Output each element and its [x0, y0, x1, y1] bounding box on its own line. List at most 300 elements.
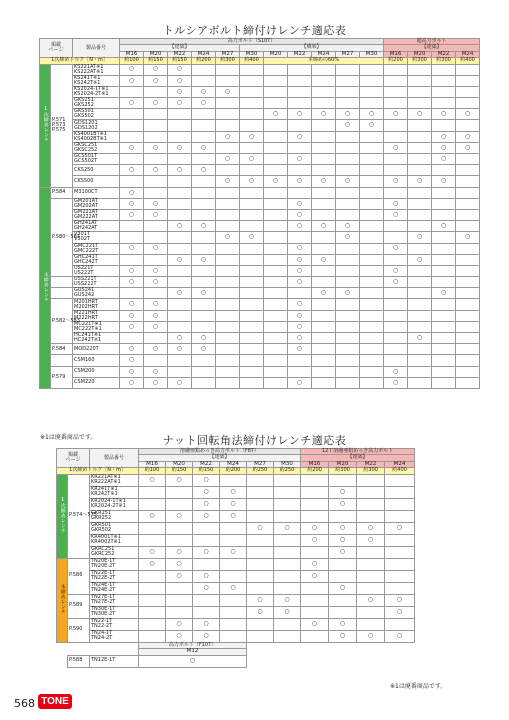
fit-mark — [336, 75, 360, 86]
torque-value: 約200 — [301, 468, 329, 474]
fit-mark: ○ — [120, 344, 144, 355]
fit-mark: ○ — [144, 310, 168, 321]
model-number: GHC241T GHC242T — [73, 254, 120, 265]
fit-mark — [456, 243, 480, 254]
fit-mark — [216, 221, 240, 232]
fit-mark: ○ — [192, 142, 216, 153]
size-header: M20 — [408, 51, 432, 58]
fit-mark — [220, 474, 247, 486]
fit-mark: ○ — [329, 546, 357, 558]
fit-mark — [385, 486, 415, 498]
fit-mark: ○ — [384, 209, 408, 220]
fit-mark — [264, 344, 288, 355]
fit-mark — [240, 310, 264, 321]
fit-mark — [456, 366, 480, 377]
fit-mark — [456, 265, 480, 276]
fit-mark — [384, 131, 408, 142]
fit-mark — [288, 64, 312, 75]
fit-mark — [432, 86, 456, 97]
fit-mark: ○ — [144, 98, 168, 109]
table-row — [40, 221, 480, 232]
fit-mark — [329, 594, 357, 606]
fit-mark — [456, 154, 480, 165]
table-row — [40, 265, 480, 276]
table-row — [40, 355, 480, 366]
fit-mark — [456, 355, 480, 366]
fit-mark — [336, 355, 360, 366]
category-first-tightening — [57, 474, 68, 558]
fit-mark — [312, 344, 336, 355]
fit-mark: ○ — [193, 630, 220, 642]
size-header: M27 — [336, 51, 360, 58]
fit-mark — [456, 187, 480, 198]
model-number: USS221T USS222T — [73, 277, 120, 288]
fit-mark: ○ — [456, 131, 480, 142]
fit-mark: ○ — [336, 176, 360, 187]
page-ref: P.580〜581 — [51, 198, 73, 276]
fit-mark — [384, 154, 408, 165]
fit-mark — [312, 75, 336, 86]
nut-rotation-wrench-table — [56, 448, 415, 668]
size-header: M22 — [193, 461, 220, 468]
fit-mark — [192, 154, 216, 165]
fit-mark — [264, 154, 288, 165]
fit-mark — [216, 254, 240, 265]
fit-mark: ○ — [312, 221, 336, 232]
fit-mark — [336, 377, 360, 388]
fit-mark: ○ — [120, 265, 144, 276]
fit-mark — [432, 377, 456, 388]
fit-mark: ○ — [301, 618, 329, 630]
fit-mark — [301, 486, 329, 498]
torque-value: 約200 — [192, 58, 216, 64]
fit-mark: ○ — [329, 522, 357, 534]
fit-mark — [336, 254, 360, 265]
fit-mark — [274, 582, 301, 594]
fit-mark — [301, 546, 329, 558]
fit-mark: ○ — [288, 299, 312, 310]
table-row — [40, 232, 480, 243]
model-number: GKSC251 GKSC252 — [73, 142, 120, 153]
fit-mark: ○ — [120, 243, 144, 254]
fit-mark — [216, 64, 240, 75]
torque-value: 約200 — [384, 58, 408, 64]
fit-mark — [408, 321, 432, 332]
fit-mark — [432, 232, 456, 243]
fit-mark — [168, 120, 192, 131]
fit-mark — [385, 546, 415, 558]
fit-mark: ○ — [193, 570, 220, 582]
fit-mark: ○ — [139, 558, 166, 570]
fit-mark — [408, 288, 432, 299]
header-page: 掲載 ページ — [57, 449, 90, 468]
size-header: M22 — [288, 51, 312, 58]
fit-mark — [240, 377, 264, 388]
fit-mark: ○ — [312, 109, 336, 120]
fit-mark — [120, 288, 144, 299]
fit-mark — [240, 355, 264, 366]
table-row — [40, 277, 480, 288]
fit-mark — [216, 120, 240, 131]
fit-mark: ○ — [166, 510, 193, 522]
fit-mark — [220, 522, 247, 534]
size-header: M20 — [144, 51, 168, 58]
fit-mark: ○ — [144, 321, 168, 332]
fit-mark — [301, 606, 329, 618]
fit-mark — [139, 606, 166, 618]
fit-mark — [240, 321, 264, 332]
fit-mark — [220, 558, 247, 570]
fit-mark — [288, 355, 312, 366]
fit-mark: ○ — [144, 75, 168, 86]
table1-title: トルシアボルト締付けレンチ適応表 — [162, 24, 347, 37]
table-row — [57, 522, 415, 534]
fit-mark — [360, 198, 384, 209]
fit-mark — [288, 98, 312, 109]
fit-mark — [139, 594, 166, 606]
torque-value: 約100 — [120, 58, 144, 64]
fit-mark — [192, 64, 216, 75]
fit-mark: ○ — [120, 198, 144, 209]
fit-mark: ○ — [357, 522, 385, 534]
fit-mark — [247, 618, 274, 630]
fit-mark: ○ — [144, 277, 168, 288]
fit-mark — [312, 333, 336, 344]
torque-value: 約300 — [329, 468, 357, 474]
fit-mark: ○ — [144, 299, 168, 310]
fit-mark — [432, 299, 456, 310]
page-ref: P.584 — [51, 344, 73, 355]
fit-mark — [240, 109, 264, 120]
fit-mark: ○ — [432, 131, 456, 142]
fit-mark — [384, 288, 408, 299]
torque-value: 約400 — [456, 58, 480, 64]
fit-mark — [432, 98, 456, 109]
fit-mark: ○ — [432, 142, 456, 153]
fit-mark — [360, 277, 384, 288]
fit-mark — [139, 498, 166, 510]
fit-mark — [408, 64, 432, 75]
fit-mark — [216, 75, 240, 86]
fit-mark: ○ — [288, 221, 312, 232]
fit-mark — [432, 243, 456, 254]
fit-mark — [384, 64, 408, 75]
torque-value: 本締めの60% — [264, 58, 384, 64]
fit-mark — [288, 288, 312, 299]
fit-mark — [360, 75, 384, 86]
fit-mark — [274, 486, 301, 498]
fit-mark — [456, 86, 480, 97]
fit-mark — [216, 355, 240, 366]
fit-mark — [357, 510, 385, 522]
fit-mark — [274, 510, 301, 522]
fit-mark — [192, 209, 216, 220]
fit-mark — [240, 187, 264, 198]
fit-mark — [357, 618, 385, 630]
model-number: KR4001T※1 KR4002T※1 — [90, 534, 139, 546]
fit-mark: ○ — [408, 232, 432, 243]
fit-mark: ○ — [192, 165, 216, 176]
fit-mark: ○ — [168, 377, 192, 388]
fit-mark — [312, 64, 336, 75]
fit-mark — [168, 355, 192, 366]
fit-mark — [288, 86, 312, 97]
model-number: MOD220T — [73, 344, 120, 355]
fit-mark — [329, 606, 357, 618]
fit-mark — [456, 209, 480, 220]
fit-mark: ○ — [357, 630, 385, 642]
fit-mark: ○ — [384, 176, 408, 187]
fit-mark — [274, 630, 301, 642]
fit-mark — [312, 366, 336, 377]
torque-value: 約300 — [432, 58, 456, 64]
fit-mark — [247, 630, 274, 642]
fit-mark: ○ — [312, 288, 336, 299]
fit-mark — [384, 344, 408, 355]
fit-mark: ○ — [408, 109, 432, 120]
fit-mark: ○ — [144, 265, 168, 276]
table-row — [57, 534, 415, 546]
fit-mark — [301, 582, 329, 594]
fit-mark — [408, 154, 432, 165]
fit-mark — [312, 98, 336, 109]
fit-mark — [192, 131, 216, 142]
fit-mark — [408, 221, 432, 232]
fit-mark: ○ — [384, 198, 408, 209]
special-group: 高力ボルト（F10T） — [139, 642, 247, 648]
fit-mark — [384, 232, 408, 243]
fit-mark — [264, 366, 288, 377]
fit-mark: ○ — [192, 344, 216, 355]
fit-mark — [360, 209, 384, 220]
fit-mark — [139, 582, 166, 594]
fit-mark — [336, 366, 360, 377]
page-ref: P.589 — [68, 594, 90, 618]
fit-mark: ○ — [192, 86, 216, 97]
fit-mark — [192, 377, 216, 388]
fit-mark: ○ — [432, 109, 456, 120]
fit-mark — [408, 142, 432, 153]
fit-mark: ○ — [288, 377, 312, 388]
table-row — [57, 630, 415, 642]
fit-mark — [288, 75, 312, 86]
fit-mark — [312, 277, 336, 288]
fit-mark — [193, 522, 220, 534]
fit-mark — [456, 377, 480, 388]
fit-mark — [360, 187, 384, 198]
fit-mark: ○ — [168, 333, 192, 344]
fit-mark — [408, 277, 432, 288]
model-number: GKR251 GKR252 — [90, 510, 139, 522]
torque-value: 約300 — [216, 58, 240, 64]
group-12t: 12Ｔ溶融亜鉛めっき高力ボルト — [301, 449, 415, 455]
fit-mark: ○ — [336, 232, 360, 243]
table-row — [57, 594, 415, 606]
fit-mark — [408, 187, 432, 198]
fit-mark — [360, 333, 384, 344]
fit-mark — [193, 534, 220, 546]
table-row — [40, 299, 480, 310]
fit-mark — [168, 310, 192, 321]
fit-mark — [357, 474, 385, 486]
fit-mark — [247, 534, 274, 546]
fit-mark — [240, 254, 264, 265]
fit-mark: ○ — [220, 582, 247, 594]
category-label: 本締めレンチ — [59, 583, 66, 614]
fit-mark — [274, 498, 301, 510]
fit-mark — [216, 333, 240, 344]
fit-mark: ○ — [168, 165, 192, 176]
table-row — [57, 570, 415, 582]
fit-mark — [312, 198, 336, 209]
fit-mark — [247, 546, 274, 558]
model-number: CKS250 — [73, 165, 120, 176]
fit-mark: ○ — [168, 344, 192, 355]
page-ref: P.582〜583 — [51, 299, 73, 344]
model-number: GUS241 GUS242 — [73, 288, 120, 299]
fit-mark — [456, 254, 480, 265]
fit-mark — [120, 254, 144, 265]
fit-mark: ○ — [144, 165, 168, 176]
fit-mark — [240, 98, 264, 109]
fit-mark: ○ — [220, 486, 247, 498]
table-row — [57, 648, 415, 655]
fit-mark — [220, 630, 247, 642]
fit-mark — [192, 277, 216, 288]
fit-mark — [385, 570, 415, 582]
fit-mark — [166, 606, 193, 618]
fit-mark — [193, 594, 220, 606]
fit-mark — [120, 176, 144, 187]
fit-mark — [408, 243, 432, 254]
fit-mark: ○ — [220, 510, 247, 522]
fit-mark — [144, 333, 168, 344]
fit-mark — [312, 265, 336, 276]
fit-mark: ○ — [432, 154, 456, 165]
fit-mark — [168, 176, 192, 187]
model-number: KR2024-1T※1 KR2024-2T※1 — [90, 498, 139, 510]
fit-mark — [192, 109, 216, 120]
fit-mark — [432, 265, 456, 276]
fit-mark: ○ — [329, 618, 357, 630]
fit-mark — [408, 198, 432, 209]
fit-mark: ○ — [408, 333, 432, 344]
fit-mark — [168, 187, 192, 198]
fit-mark — [360, 265, 384, 276]
torque-value: 約200 — [220, 468, 247, 474]
group-ultra: 超高力ボルト — [384, 39, 480, 45]
fit-mark: ○ — [360, 120, 384, 131]
fit-mark — [264, 131, 288, 142]
fit-mark — [240, 277, 264, 288]
model-number: V301T V302T — [73, 232, 120, 243]
fit-mark: ○ — [166, 618, 193, 630]
fit-mark: ○ — [247, 522, 274, 534]
fit-mark: ○ — [329, 582, 357, 594]
model-number: CSM220 — [73, 377, 120, 388]
fit-mark — [192, 232, 216, 243]
fit-mark: ○ — [456, 232, 480, 243]
fit-mark: ○ — [120, 299, 144, 310]
fit-mark — [329, 474, 357, 486]
fit-mark — [384, 98, 408, 109]
fit-mark: ○ — [336, 221, 360, 232]
fit-mark: ○ — [144, 243, 168, 254]
fit-mark: ○ — [216, 176, 240, 187]
fit-mark — [216, 165, 240, 176]
fit-mark: ○ — [166, 630, 193, 642]
fit-mark: ○ — [385, 606, 415, 618]
fit-mark: ○ — [384, 243, 408, 254]
fit-mark — [329, 558, 357, 570]
fit-mark: ○ — [193, 486, 220, 498]
model-number: TN20E-1T TN20E-2T — [90, 558, 139, 570]
fit-mark — [336, 98, 360, 109]
fit-mark — [216, 109, 240, 120]
fit-mark: ○ — [120, 75, 144, 86]
torque-value: 約150 — [144, 58, 168, 64]
fit-mark — [357, 570, 385, 582]
fit-mark: ○ — [329, 486, 357, 498]
model-number: GM221AT GM222AT — [73, 209, 120, 220]
fit-mark — [360, 344, 384, 355]
model-number: KS241T※1 KS242T※1 — [73, 75, 120, 86]
fit-mark — [432, 366, 456, 377]
fit-mark: ○ — [301, 570, 329, 582]
fit-mark — [357, 546, 385, 558]
table1-note: ※1は廃番商品です。 — [40, 434, 97, 441]
fit-mark — [432, 209, 456, 220]
fit-mark — [432, 64, 456, 75]
fit-mark: ○ — [216, 131, 240, 142]
model-number: GKS501 GKS502 — [73, 109, 120, 120]
fit-mark — [264, 355, 288, 366]
brand-logo: TONE — [38, 694, 72, 709]
size-header: M24 — [220, 461, 247, 468]
fit-mark — [312, 310, 336, 321]
fit-mark — [264, 75, 288, 86]
model-number: KS2024-1T※1 KS2024-2T※1 — [73, 86, 120, 97]
category-final-tightening — [57, 558, 68, 642]
torque-label: 1次締めトルク［N・m］ — [57, 468, 139, 474]
model-number: TN12E-1T — [90, 655, 139, 667]
fit-mark: ○ — [120, 355, 144, 366]
fit-mark — [192, 187, 216, 198]
fit-mark — [240, 221, 264, 232]
fit-mark: ○ — [301, 522, 329, 534]
fit-mark — [240, 344, 264, 355]
torque-value: 約100 — [139, 468, 166, 474]
category-label: 本締めレンチ — [42, 271, 49, 302]
fit-mark — [408, 366, 432, 377]
size-header: M30 — [360, 51, 384, 58]
fit-mark: ○ — [120, 165, 144, 176]
fit-mark — [408, 265, 432, 276]
fit-mark — [336, 187, 360, 198]
fit-mark — [360, 299, 384, 310]
fit-mark — [120, 131, 144, 142]
fit-mark — [120, 154, 144, 165]
fit-mark: ○ — [408, 176, 432, 187]
torque-value: 約150 — [166, 468, 193, 474]
fit-mark: ○ — [288, 131, 312, 142]
fit-mark — [240, 265, 264, 276]
fit-mark — [120, 120, 144, 131]
fit-mark — [408, 131, 432, 142]
fit-mark — [336, 154, 360, 165]
fit-mark: ○ — [288, 277, 312, 288]
sub-bridge: 【橋梁】 — [240, 45, 384, 51]
